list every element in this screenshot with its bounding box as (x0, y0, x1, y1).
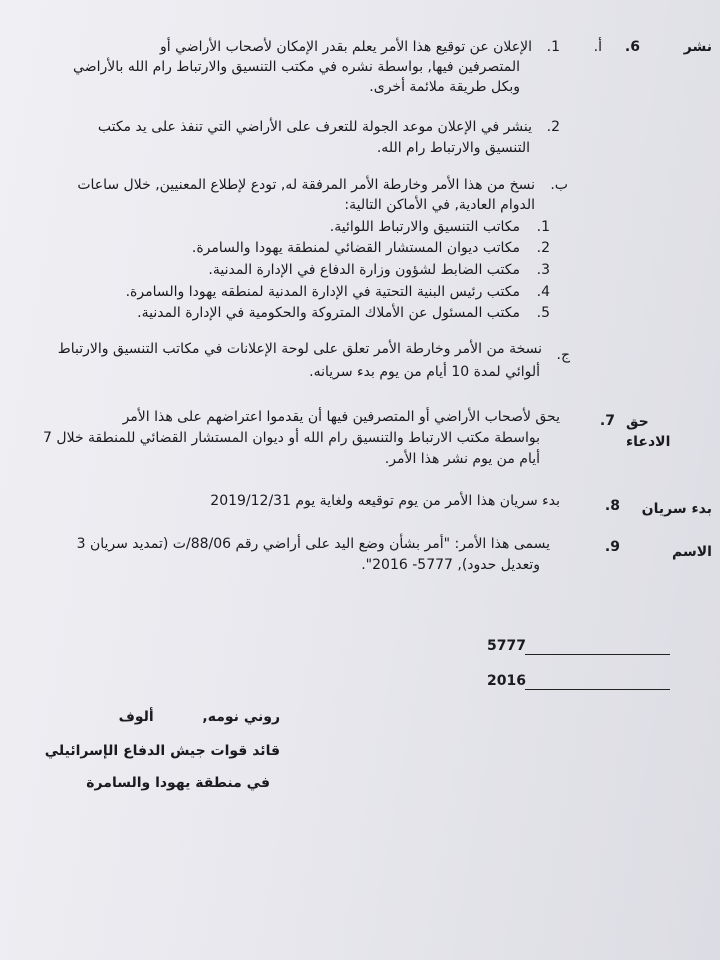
section6-b-list-text: مكتب المسئول عن الأملاك المتروكة والحكومية في الإدارة المدنية. (137, 305, 520, 321)
section6-b-letter: ب. (550, 177, 568, 193)
section7-line2: بواسطة مكتب الارتباط والتنسيق رام الله أو ديوان المستشار القضائي للمنطقة خلال 7 (43, 430, 540, 446)
section9-line1: يسمى هذا الأمر: "أمر بشأن وضع اليد على أراضي رقم 88/06/ت (تمديد سريان 3 (76, 536, 550, 552)
section6-c-letter: ج. (556, 347, 570, 363)
section6-a-item2-line1: ينشر في الإعلان موعد الجولة للتعرف على الأراضي التي تنفذ على يد مكتب (97, 119, 532, 135)
section9-line2: وتعديل حدود), 5777- 2016". (361, 557, 540, 573)
section6-b-list-number: 3. (536, 262, 550, 278)
section6-number: 6. (624, 39, 640, 55)
signatory-title: قائد قوات جيش الدفاع الإسرائيلي (44, 743, 280, 759)
gregorian-year-underline (525, 689, 670, 690)
section6-a-item1-number: 1. (546, 39, 560, 55)
section6-b-line2: الدوام العادية, في الأماكن التالية: (344, 197, 535, 213)
section6-b-list-text: مكتب رئيس البنية التحتية في الإدارة المدنية لمنطقه يهودا والسامرة. (125, 284, 520, 300)
section6-a-item1-line2: المتصرفين فيها, بواسطة نشره في مكتب التنسيق والارتباط رام الله بالأراضي (73, 59, 520, 75)
section8-title: بدء سريان (641, 501, 712, 517)
section9-number: 9. (604, 539, 620, 555)
hebrew-year-underline (525, 654, 670, 655)
section7-line1: يحق لأصحاب الأراضي أو المتصرفين فيها أن يقدموا اعتراضهم على هذا الأمر (122, 409, 560, 425)
section6-a-item1-line1: الإعلان عن توقيع هذا الأمر يعلم بقدر الإمكان لأصحاب الأراضي أو (159, 39, 532, 55)
section6-b-list-text: مكاتب ديوان المستشار القضائي لمنطقة يهودا والسامرة. (191, 240, 520, 256)
hebrew-year: 5777 (487, 638, 526, 654)
signatory-name: روني نومه, ألوف (118, 709, 280, 725)
section6-c-line1: نسخة من الأمر وخارطة الأمر تعلق على لوحة الإعلانات في مكاتب التنسيق والارتباط (57, 341, 542, 357)
section6-a-item2-line2: التنسيق والارتباط رام الله. (376, 140, 530, 156)
section8-text: بدء سريان هذا الأمر من يوم توقيعه ولغاية يوم 2019/12/31 (210, 493, 560, 509)
section6-a-item2-number: 2. (546, 119, 560, 135)
section8-number: 8. (604, 498, 620, 514)
section6-b-list-text: مكتب الضابط لشؤون وزارة الدفاع في الإدارة المدنية. (208, 262, 520, 278)
section6-b-list-number: 1. (536, 219, 550, 235)
section6-b-list-number: 2. (536, 240, 550, 256)
section7-title: حق الادعاء (626, 414, 671, 450)
section6-b-line1: نسخ من هذا الأمر وخارطة الأمر المرفقة له, تودع لإطلاع المعنيين, خلال ساعات (77, 177, 535, 193)
section9-title: الاسم (672, 544, 712, 560)
section6-b-list-number: 5. (536, 305, 550, 321)
gregorian-year: 2016 (487, 673, 526, 689)
signatory-region: في منطقة يهودا والسامرة (86, 775, 270, 791)
section6-b-list-text: مكاتب التنسيق والارتباط اللوائية. (329, 219, 520, 235)
section7-line3: أيام من يوم نشر هذا الأمر. (384, 451, 540, 467)
section6-c-line2: ألوائي لمدة 10 أيام من يوم بدء سريانه. (309, 364, 540, 380)
section6-title: نشر (683, 39, 712, 55)
section7-number: 7. (599, 413, 615, 429)
section6-b-list-number: 4. (536, 284, 550, 300)
section6-a-letter: أ. (593, 39, 602, 55)
section6-a-item1-line3: وبكل طريقة ملائمة أخرى. (369, 79, 520, 95)
